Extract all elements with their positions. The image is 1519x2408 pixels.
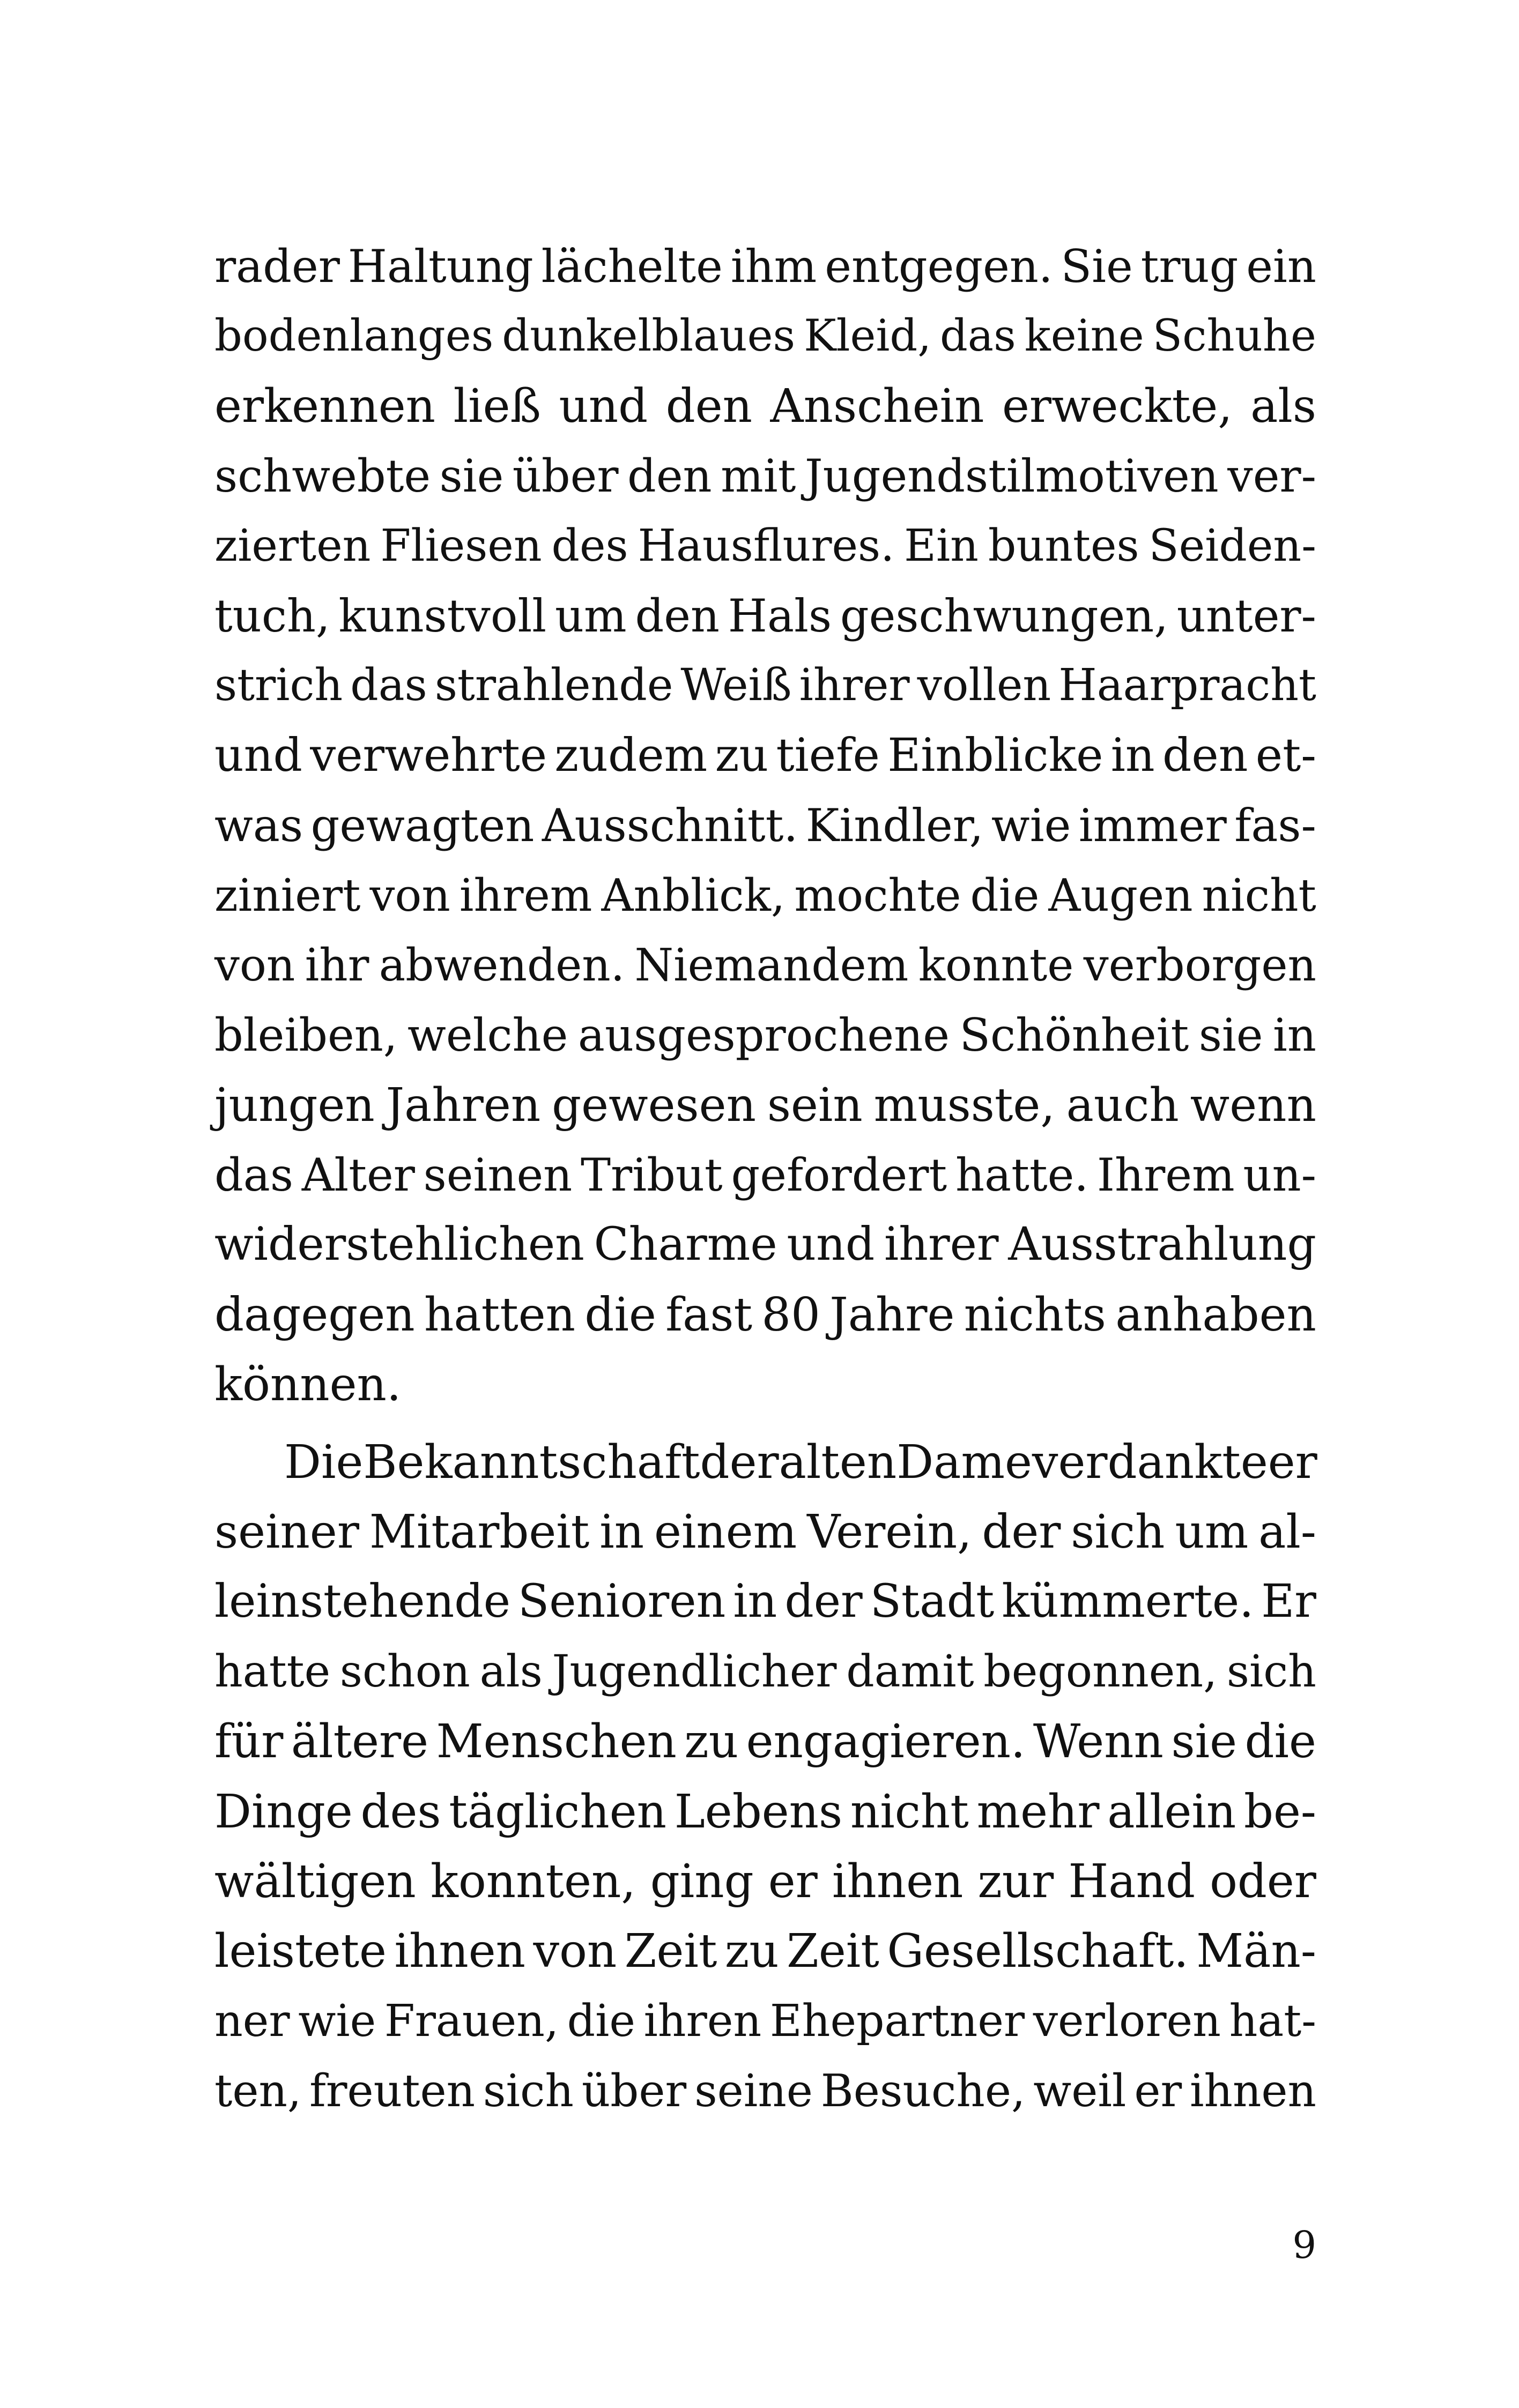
word: abwenden. [379, 939, 625, 991]
word: von [369, 869, 450, 921]
word: zu [684, 1715, 739, 1769]
word: Kindler, [805, 799, 984, 852]
word: ten, [214, 2065, 302, 2117]
word: geschwungen, [840, 589, 1168, 642]
word: seinen [423, 1149, 573, 1202]
word: Wenn [1033, 1715, 1164, 1769]
word: un- [1243, 1149, 1316, 1202]
word: Ihrem [1096, 1149, 1235, 1202]
word: mochte [794, 869, 961, 921]
word: ein [1246, 240, 1316, 293]
word: kümmerte. [1002, 1575, 1254, 1629]
word: Jahre [829, 1288, 955, 1342]
word: Jahren [386, 1078, 541, 1132]
word: strahlende [434, 660, 673, 711]
word: mit [721, 450, 796, 503]
text-line [214, 1777, 1316, 1847]
word: Gesellschaft. [887, 1924, 1189, 1979]
word: seine [694, 2065, 813, 2117]
word: engagieren. [746, 1715, 1026, 1769]
paragraph [214, 232, 1316, 1420]
word: weil [1033, 2065, 1127, 2117]
word: er [768, 1854, 818, 1908]
word: Ehepartner [769, 1995, 1025, 2047]
word: bodenlanges [214, 311, 494, 362]
word: Weiß [680, 660, 792, 711]
word: Ein [904, 520, 979, 571]
word: Dame [896, 1435, 1032, 1489]
word: er [1134, 2065, 1182, 2117]
paragraph [214, 1428, 1316, 2127]
word: gewesen [552, 1078, 756, 1132]
word: Bekanntschaft [363, 1435, 700, 1489]
word: der [700, 1435, 779, 1489]
word: verdankte [1032, 1435, 1268, 1489]
word: Stadt [870, 1575, 995, 1629]
word: den [1162, 729, 1248, 782]
word: als [1250, 379, 1316, 433]
word: verloren [1033, 1995, 1221, 2047]
word: die [567, 1995, 635, 2047]
word: Mitarbeit [369, 1505, 590, 1559]
word: sie [1198, 1009, 1263, 1062]
word: Tribut [581, 1149, 723, 1202]
word: auch [1066, 1078, 1179, 1132]
word: den [627, 450, 712, 503]
word: Hand [1068, 1854, 1196, 1908]
word: tiefe [776, 729, 880, 782]
word: fast [665, 1288, 753, 1342]
word: Jugendstilmotiven [804, 450, 1219, 503]
word: Niemandem [634, 939, 909, 991]
page-number: 9 [1292, 2223, 1316, 2267]
word: dunkelblaues [502, 311, 796, 362]
word: Zeit [787, 1924, 879, 1979]
text-line [214, 232, 1316, 301]
word: jungen [214, 1078, 375, 1132]
word: fas- [1234, 799, 1316, 852]
text-line [214, 1000, 1316, 1070]
word: Anschein [770, 379, 984, 433]
word: von [533, 1924, 617, 1979]
word: ihr [305, 939, 369, 991]
word: zierten [214, 520, 371, 571]
word: Die [284, 1435, 364, 1489]
word: Alter [301, 1149, 415, 1202]
word: ver- [1227, 450, 1316, 503]
word: des [360, 1785, 441, 1839]
text-line [214, 1428, 1316, 1497]
word: freuten [309, 2065, 476, 2117]
word: verwehrte [310, 729, 547, 782]
word: Män- [1196, 1924, 1316, 1979]
word: et- [1255, 729, 1316, 782]
word: ihren [643, 1995, 762, 2047]
word: ließ [453, 379, 541, 433]
text-line [214, 861, 1316, 931]
word: dagegen [214, 1288, 415, 1342]
text-line [214, 931, 1316, 1000]
word: täglichen [449, 1785, 666, 1839]
text-line [214, 1847, 1316, 1916]
word: mehr [976, 1785, 1100, 1839]
word: tuch, [214, 589, 330, 642]
word: wie [298, 1995, 376, 2047]
word: Besuche, [820, 2065, 1026, 2117]
word: hatten [424, 1288, 576, 1342]
word: ihrer [884, 1218, 999, 1272]
text-line [214, 1140, 1316, 1210]
word: ging [650, 1854, 754, 1908]
word: die [1244, 1715, 1316, 1769]
word: wältigen [214, 1854, 416, 1908]
body-text [214, 232, 1316, 2127]
text-line [214, 441, 1316, 511]
word: entgegen. [825, 240, 1053, 293]
word: schon [339, 1646, 470, 1697]
word: Anblick, [601, 869, 786, 921]
word: kunstvoll [338, 589, 547, 642]
word: alten [779, 1435, 897, 1489]
word: und [559, 379, 648, 433]
word: der [784, 1575, 863, 1629]
word: was [214, 799, 303, 852]
word: wenn [1190, 1078, 1316, 1132]
text-line [214, 651, 1316, 720]
word: Schuhe [1152, 311, 1316, 362]
word: er [1268, 1435, 1317, 1489]
word: sich [1226, 1646, 1316, 1697]
word: erweckte, [1002, 379, 1233, 433]
word: ner [214, 1995, 290, 2047]
word: welche [407, 1009, 568, 1062]
word: um [1175, 1505, 1249, 1559]
word: ziniert [214, 869, 361, 921]
word: Senioren [518, 1575, 726, 1629]
text-line [214, 1497, 1316, 1567]
word: das [214, 1149, 293, 1202]
text-line [214, 791, 1316, 860]
text-line [214, 1350, 1316, 1419]
word: des [551, 520, 628, 571]
word: als [479, 1646, 543, 1697]
text-line [214, 1280, 1316, 1350]
word: das [350, 660, 427, 711]
word: zu [715, 729, 769, 782]
word: Zeit [624, 1924, 717, 1979]
word: und [787, 1218, 875, 1272]
text-line [214, 1916, 1316, 1986]
word: strich [214, 660, 343, 711]
word: das [939, 311, 1016, 362]
paragraph-gap [214, 1420, 1316, 1428]
word: musste, [873, 1078, 1055, 1132]
text-line [214, 511, 1316, 581]
word: ihrem [459, 869, 592, 921]
word: zur [977, 1854, 1054, 1908]
word: nichts [964, 1288, 1106, 1342]
word: Sie [1061, 240, 1133, 293]
word: nicht [850, 1785, 969, 1839]
word: Augen [1048, 869, 1193, 921]
word: über [512, 450, 619, 503]
word: hatte. [955, 1149, 1089, 1202]
word: leinstehende [214, 1575, 511, 1629]
word: allein [1107, 1785, 1236, 1839]
word: können. [214, 1358, 402, 1412]
word: und [214, 729, 302, 782]
word: hat- [1229, 1995, 1316, 2047]
word: 80 [761, 1288, 820, 1342]
text-line [214, 1637, 1316, 1707]
word: der [982, 1505, 1061, 1559]
word: zu [724, 1924, 779, 1979]
word: Einblicke [887, 729, 1103, 782]
word: seiner [214, 1505, 359, 1559]
word: Hals [728, 589, 832, 642]
word: um [554, 589, 627, 642]
word: Seiden- [1148, 520, 1316, 571]
word: konnte [918, 939, 1074, 991]
word: hatte [214, 1646, 331, 1697]
word: Jugendlicher [552, 1646, 837, 1697]
word: keine [1024, 311, 1144, 362]
word: den [665, 379, 753, 433]
word: gefordert [731, 1149, 947, 1202]
word: ihm [730, 240, 817, 293]
word: die [584, 1288, 656, 1342]
word: Schönheit [959, 1009, 1189, 1062]
word: von [214, 939, 295, 991]
word: Charme [594, 1218, 777, 1272]
word: al- [1258, 1505, 1316, 1559]
word: be- [1243, 1785, 1316, 1839]
word: in [733, 1575, 777, 1629]
word: Fliesen [380, 520, 542, 571]
word: oder [1210, 1854, 1316, 1908]
text-line [214, 371, 1316, 441]
word: den [635, 589, 720, 642]
word: in [1110, 729, 1155, 782]
word: unter- [1176, 589, 1316, 642]
word: Menschen [436, 1715, 677, 1769]
word: erkennen [214, 379, 436, 433]
text-line [214, 581, 1316, 651]
text-line [214, 1987, 1316, 2056]
word: wie [991, 799, 1071, 852]
word: ältere [291, 1715, 429, 1769]
word: immer [1078, 799, 1227, 852]
word: begonnen, [983, 1646, 1218, 1697]
word: Er [1261, 1575, 1316, 1629]
word: rader [214, 240, 340, 293]
word: Ausschnitt. [542, 799, 798, 852]
word: vollen [917, 660, 1051, 711]
word: damit [846, 1646, 974, 1697]
word: ihnen [394, 1924, 525, 1979]
text-line [214, 1567, 1316, 1637]
word: sein [767, 1078, 863, 1132]
word: Hausflures. [638, 520, 895, 571]
word: schwebte [214, 450, 431, 503]
word: Ausstrahlung [1008, 1218, 1316, 1272]
word: Haltung [347, 240, 533, 293]
word: lächelte [541, 240, 723, 293]
word: nicht [1202, 869, 1316, 921]
text-line [214, 1071, 1316, 1140]
word: konnten, [430, 1854, 636, 1908]
word: buntes [988, 520, 1139, 571]
word: für [214, 1715, 284, 1769]
text-line [214, 301, 1316, 371]
word: über [581, 2065, 687, 2117]
word: Frauen, [384, 1995, 559, 2047]
text-line [214, 1210, 1316, 1280]
word: gewagten [310, 799, 535, 852]
word: widerstehlichen [214, 1218, 584, 1272]
word: ihnen [832, 1854, 964, 1908]
word: bleiben, [214, 1009, 398, 1062]
word: die [970, 869, 1040, 921]
word: sie [1171, 1715, 1237, 1769]
text-line [214, 721, 1316, 791]
word: leistete [214, 1924, 387, 1979]
word: verborgen [1083, 939, 1316, 991]
word: zudem [554, 729, 708, 782]
word: ihrer [799, 660, 910, 711]
word: Dinge [214, 1785, 353, 1839]
word: in [1273, 1009, 1316, 1062]
text-line [214, 1707, 1316, 1777]
word: einem [654, 1505, 797, 1559]
word: sie [439, 450, 504, 503]
word: trug [1140, 240, 1239, 293]
word: Kleid, [804, 311, 931, 362]
word: ausgesprochene [577, 1009, 950, 1062]
word: Lebens [674, 1785, 843, 1839]
word: Haarpracht [1058, 660, 1316, 711]
word: ihnen [1189, 2065, 1316, 2117]
text-line [214, 2056, 1316, 2126]
word: sich [483, 2065, 574, 2117]
word: anhaben [1115, 1288, 1316, 1342]
word: Verein, [807, 1505, 972, 1559]
word: sich [1071, 1505, 1165, 1559]
word: in [599, 1505, 644, 1559]
